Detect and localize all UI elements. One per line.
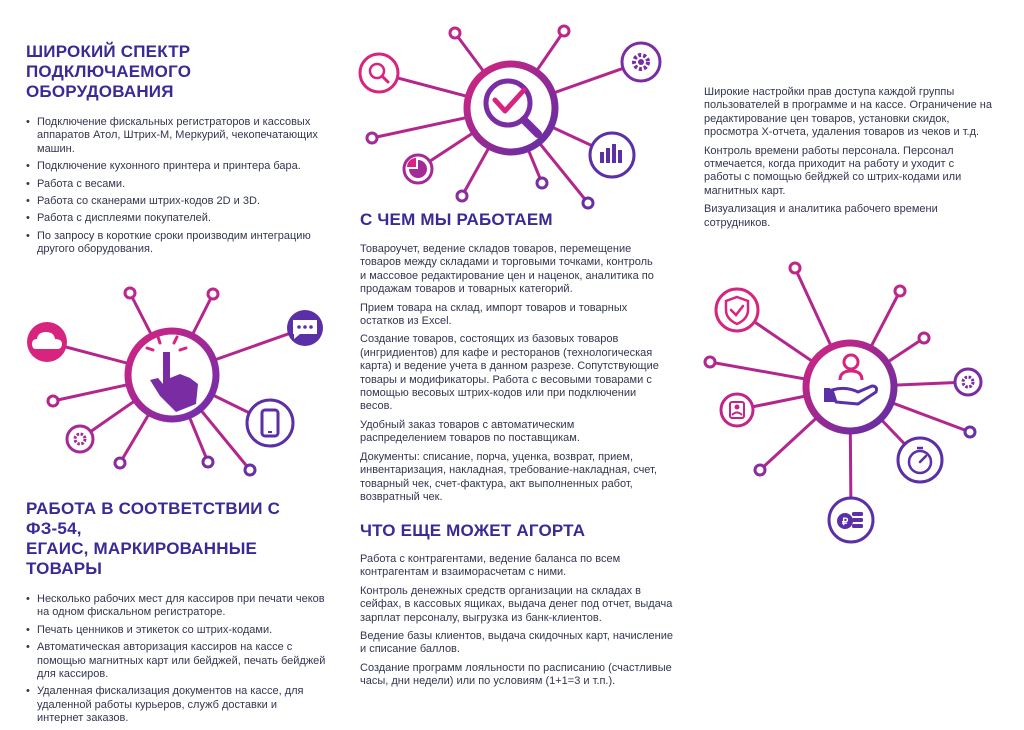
list-item: • Работа со сканерами штрих-кодов 2D и 3D. bbox=[26, 195, 326, 208]
access-paragraph: Широкие настройки прав доступа каждой группы пользователей в программе и на кассе. Ограничение на редактирование цен товаров, установки скидок, просмотра Х-отчета, удаления товаров из чеков и т.д. bbox=[704, 86, 992, 139]
work-paragraph: Создание товаров, состоящих из базовых товаров (ингридиентов) для кафе и ресторанов (технологическая карта) и ведение учета в данном разрезе. Сопутствующие товары и модификаторы. Работа с весовыми товарами с помощью весовых штрих-кодов или при подключении весов. bbox=[360, 333, 659, 413]
work-title: С ЧЕМ МЫ РАБОТАЕМ bbox=[360, 210, 553, 229]
list-item: • Подключение кухонного принтера и принтера бара. bbox=[26, 160, 326, 173]
more-paragraph: Ведение базы клиентов, выдача скидочных карт, начисление и списание баллов. bbox=[360, 630, 674, 656]
cloud-icon bbox=[27, 322, 67, 362]
more-title: ЧТО ЕЩЕ МОЖЕТ АГОРТА bbox=[360, 521, 586, 540]
svg-text:₽: ₽ bbox=[841, 517, 849, 528]
phone-icon bbox=[247, 400, 293, 446]
work-paragraph: Документы: списание, порча, уценка, возврат, прием, инвентаризация, накладная, требование-накладная, счет, товарный чек, счет-фактура, акт выполненных работ, возвратный чек. bbox=[360, 450, 657, 503]
chat-icon bbox=[287, 310, 323, 346]
list-item: • Удаленная фискализация документов на кассе, для удаленной работы курьеров, служб доставки и интернет заказов. bbox=[26, 685, 326, 725]
law-title-line1: РАБОТА В СООТВЕТСТВИИ С ФЗ-54, bbox=[26, 499, 281, 538]
list-item: • По запросу в короткие сроки производим интеграцию другого оборудования. bbox=[26, 230, 326, 257]
more-paragraph: Контроль денежных средств организации на складах в сейфах, в кассовых ящиках, выдача денег под отчет, выдача зарплат персоналу, выгрузка из банк-клиентов. bbox=[360, 584, 673, 624]
list-item: • Работа с весами. bbox=[26, 178, 326, 191]
list-item: • Работа с дисплеями покупателей. bbox=[26, 212, 326, 225]
access-paragraph: Контроль времени работы персонала. Персонал отмечается, когда приходит на работу и уходит с работы с помощью бейджей со штрих-кодами или магнитных карт. bbox=[704, 144, 962, 197]
magnifier-icon bbox=[360, 54, 398, 92]
user-icon bbox=[721, 394, 753, 426]
more-paragraph: Создание программ лояльности по расписанию (счастливые часы, дни недели) или по условиям (1+1=3 и т.п.). bbox=[360, 661, 672, 688]
more-paragraph: Работа с контрагентами, ведение баланса по всем контрагентам и взаиморасчетам с ними. bbox=[360, 553, 621, 579]
list-item: • Несколько рабочих мест для кассиров при печати чеков на одном фискальном регистраторе. bbox=[26, 593, 326, 620]
list-item: • Автоматическая авторизация кассиров на кассе с помощью магнитных карт или бейджей, печать бейджей для кассиров. bbox=[26, 641, 326, 681]
law-title-line2: ЕГАИС, МАРКИРОВАННЫЕ ТОВАРЫ bbox=[26, 539, 258, 578]
list-item: • Подключение фискальных регистраторов и кассовых аппаратов Атол, Штрих-М, Меркурий, чекопечатающих машин. bbox=[26, 116, 326, 156]
bar-chart-icon bbox=[590, 133, 634, 177]
stopwatch-icon bbox=[898, 438, 942, 482]
equipment-title-line2: ПОДКЛЮЧАЕМОГО ОБОРУДОВАНИЯ bbox=[26, 62, 192, 101]
access-paragraph: Визуализация и аналитика рабочего времени сотрудников. bbox=[704, 203, 938, 229]
list-item: • Печать ценников и этикеток со штрих-кодами. bbox=[26, 624, 326, 637]
shield-check-icon bbox=[716, 289, 758, 331]
equipment-title-line1: ШИРОКИЙ СПЕКТР bbox=[26, 42, 191, 61]
coins-icon bbox=[829, 498, 873, 542]
work-paragraph: Товароучет, ведение складов товаров, перемещение товаров между складами и торговыми точками, контроль и массовое редактирование цен и наценок, аналитика по продажам товаров и товарных категорий. bbox=[360, 243, 654, 296]
pie-chart-icon bbox=[404, 155, 432, 183]
work-paragraph: Удобный заказ товаров с автоматическим распределением товаров по поставщикам. bbox=[360, 418, 580, 445]
gear-icon bbox=[622, 43, 660, 81]
gear-icon bbox=[67, 426, 93, 452]
gear-icon bbox=[955, 369, 981, 395]
work-paragraph: Прием товара на склад, импорт товаров и товарных остатков из Excel. bbox=[360, 301, 628, 328]
